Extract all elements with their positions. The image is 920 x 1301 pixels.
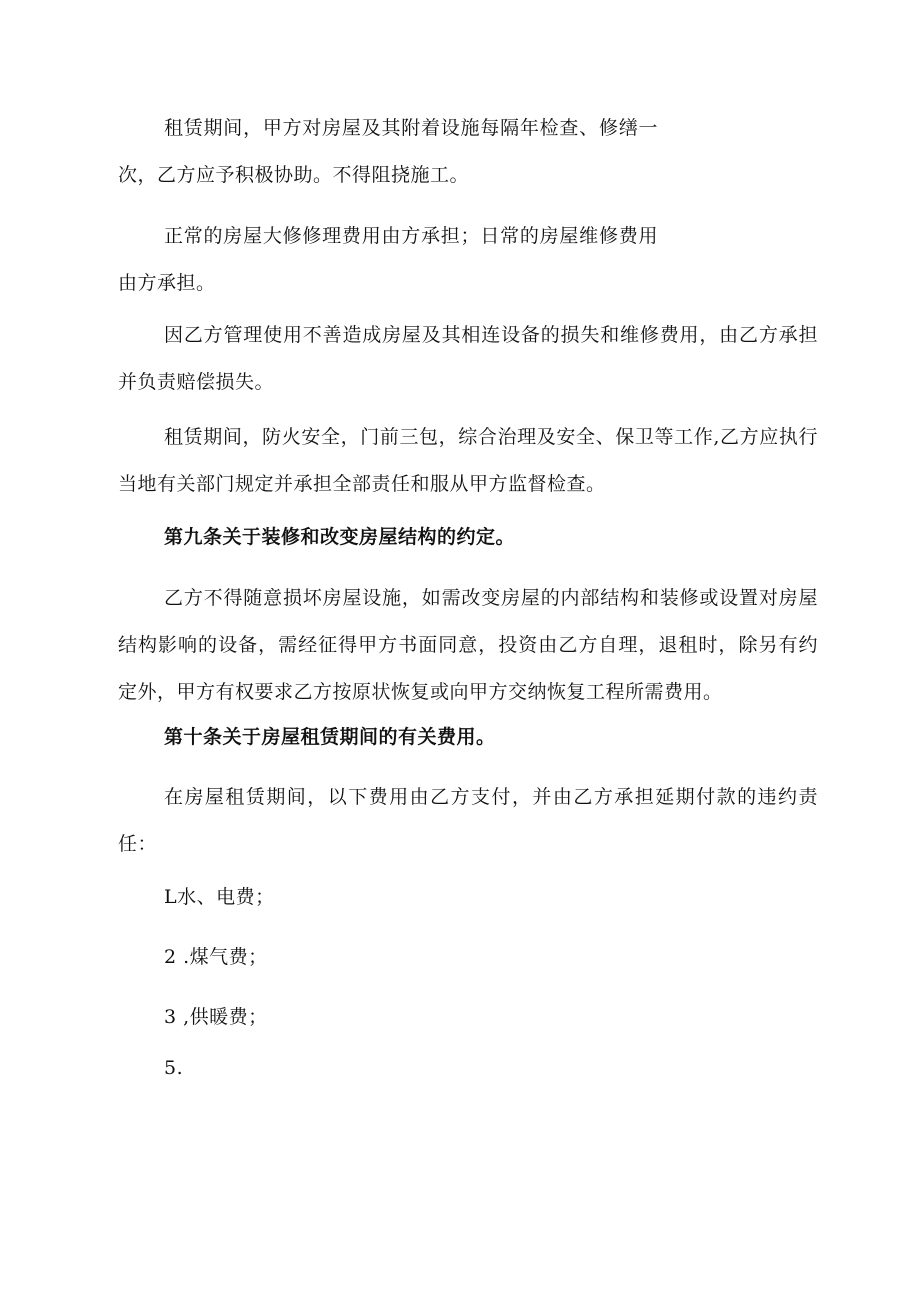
article-9-body: 乙方不得随意损坏房屋设施，如需改变房屋的内部结构和装修或设置对房屋结构影响的设备，需经征得甲方书面同意，投资由乙方自理，退租时，除另有约定外，甲方有权要求乙方按原状恢复或向甲方交纳恢复工程所需费用。 (118, 587, 818, 703)
paragraph-damage-liability: 因乙方管理使用不善造成房屋及其相连设备的损失和维修费用，由乙方承担并负责赔偿损失。 (118, 324, 818, 393)
article-9-heading: 第九条关于装修和改变房屋结构的约定。 (164, 526, 516, 548)
article-10-body: 在房屋租赁期间，以下费用由乙方支付，并由乙方承担延期付款的违约责任： (118, 786, 818, 855)
fee-item: 5. (164, 1057, 184, 1079)
paragraph-inspection: 租赁期间，甲方对房屋及其附着设施每隔年检查、修缮一次，乙方应予积极协助。不得阻挠施工。 (118, 117, 658, 186)
fee-item: L水、电费； (164, 886, 275, 908)
fee-item: 2 .煤气费； (164, 946, 268, 968)
fee-item: 3 ,供暖费； (164, 1006, 268, 1028)
paragraph-repair-costs: 正常的房屋大修修理费用由方承担；日常的房屋维修费用由方承担。 (118, 225, 658, 294)
paragraph-safety-duties: 租赁期间，防火安全，门前三包，综合治理及安全、保卫等工作,乙方应执行当地有关部门规定并承担全部责任和服从甲方监督检查。 (118, 426, 818, 495)
article-10-heading: 第十条关于房屋租赁期间的有关费用。 (164, 726, 496, 748)
